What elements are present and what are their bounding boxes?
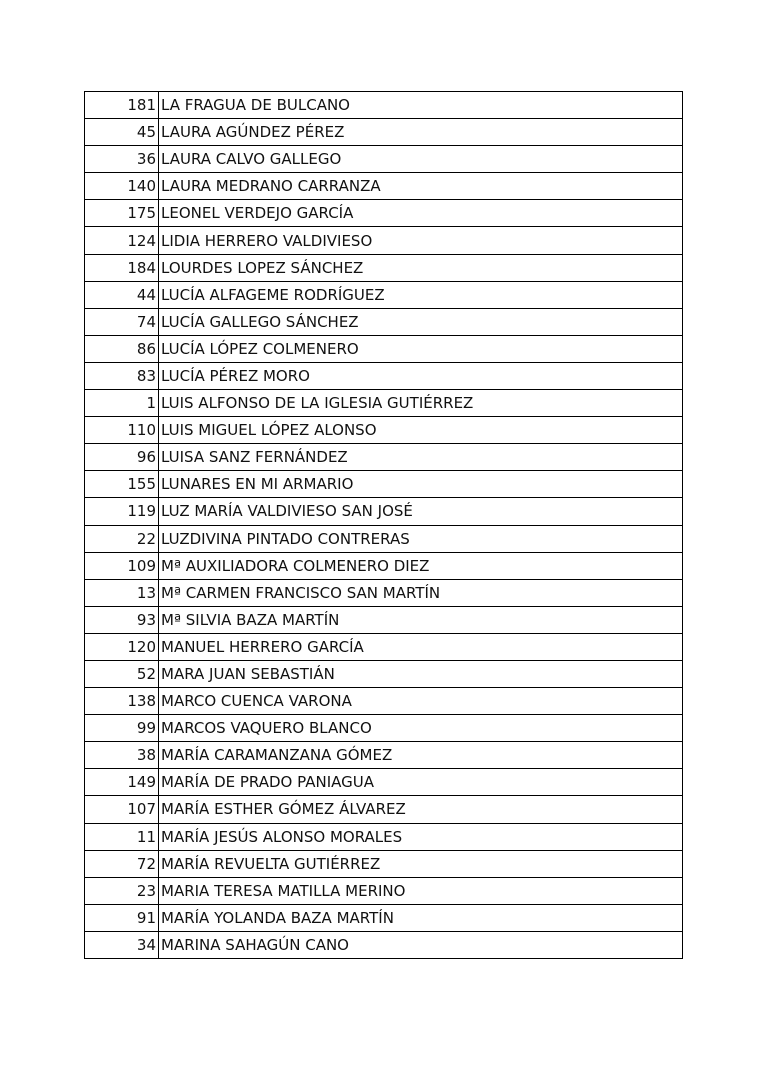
entry-number: 124 bbox=[85, 227, 159, 254]
table-row bbox=[85, 796, 683, 823]
entry-name: LAURA CALVO GALLEGO bbox=[159, 146, 683, 173]
entry-number: 22 bbox=[85, 525, 159, 552]
entry-number: 175 bbox=[85, 200, 159, 227]
entry-name: LIDIA HERRERO VALDIVIESO bbox=[159, 227, 683, 254]
entry-number: 99 bbox=[85, 715, 159, 742]
table-row bbox=[85, 877, 683, 904]
entry-number: 120 bbox=[85, 633, 159, 660]
entry-name: MARCOS VAQUERO BLANCO bbox=[159, 715, 683, 742]
entry-name: MARÍA ESTHER GÓMEZ ÁLVAREZ bbox=[159, 796, 683, 823]
entry-number: 36 bbox=[85, 146, 159, 173]
entry-number: 93 bbox=[85, 606, 159, 633]
table-row bbox=[85, 146, 683, 173]
entry-number: 86 bbox=[85, 335, 159, 362]
entry-name: LAURA AGÚNDEZ PÉREZ bbox=[159, 119, 683, 146]
entry-number: 107 bbox=[85, 796, 159, 823]
entry-name: LUCÍA GALLEGO SÁNCHEZ bbox=[159, 308, 683, 335]
entry-name: LUZ MARÍA VALDIVIESO SAN JOSÉ bbox=[159, 498, 683, 525]
entry-name: LOURDES LOPEZ SÁNCHEZ bbox=[159, 254, 683, 281]
entry-number: 140 bbox=[85, 173, 159, 200]
entry-number: 34 bbox=[85, 931, 159, 958]
table-body bbox=[85, 92, 683, 959]
entry-name: LUISA SANZ FERNÁNDEZ bbox=[159, 444, 683, 471]
table-row bbox=[85, 579, 683, 606]
entry-name: LUCÍA LÓPEZ COLMENERO bbox=[159, 335, 683, 362]
entry-name: MARÍA CARAMANZANA GÓMEZ bbox=[159, 742, 683, 769]
table-row bbox=[85, 850, 683, 877]
table-row bbox=[85, 362, 683, 389]
table-row bbox=[85, 471, 683, 498]
table-row bbox=[85, 444, 683, 471]
table-row bbox=[85, 119, 683, 146]
entry-name: MARINA SAHAGÚN CANO bbox=[159, 931, 683, 958]
table-row bbox=[85, 552, 683, 579]
table-row bbox=[85, 227, 683, 254]
table-row bbox=[85, 308, 683, 335]
table-row bbox=[85, 823, 683, 850]
table-row bbox=[85, 769, 683, 796]
table-row bbox=[85, 254, 683, 281]
entry-number: 83 bbox=[85, 362, 159, 389]
entry-name: LUIS MIGUEL LÓPEZ ALONSO bbox=[159, 417, 683, 444]
entry-name: LUNARES EN MI ARMARIO bbox=[159, 471, 683, 498]
table-row bbox=[85, 525, 683, 552]
entry-number: 52 bbox=[85, 660, 159, 687]
entry-number: 184 bbox=[85, 254, 159, 281]
table-row bbox=[85, 606, 683, 633]
table-row bbox=[85, 688, 683, 715]
entry-number: 38 bbox=[85, 742, 159, 769]
entry-number: 74 bbox=[85, 308, 159, 335]
entry-name: MARÍA REVUELTA GUTIÉRREZ bbox=[159, 850, 683, 877]
entry-number: 149 bbox=[85, 769, 159, 796]
entry-name: LUCÍA PÉREZ MORO bbox=[159, 362, 683, 389]
entry-number: 181 bbox=[85, 92, 159, 119]
entry-number: 45 bbox=[85, 119, 159, 146]
entry-number: 23 bbox=[85, 877, 159, 904]
entry-number: 11 bbox=[85, 823, 159, 850]
entry-name: Mª SILVIA BAZA MARTÍN bbox=[159, 606, 683, 633]
entry-name: MARÍA JESÚS ALONSO MORALES bbox=[159, 823, 683, 850]
table-row bbox=[85, 660, 683, 687]
entry-number: 1 bbox=[85, 390, 159, 417]
table-row bbox=[85, 931, 683, 958]
entry-number: 119 bbox=[85, 498, 159, 525]
table-row bbox=[85, 173, 683, 200]
entry-name: MARA JUAN SEBASTIÁN bbox=[159, 660, 683, 687]
table-row bbox=[85, 742, 683, 769]
table-row bbox=[85, 715, 683, 742]
entry-name: LUZDIVINA PINTADO CONTRERAS bbox=[159, 525, 683, 552]
entry-name: MARÍA DE PRADO PANIAGUA bbox=[159, 769, 683, 796]
table-row bbox=[85, 281, 683, 308]
entry-number: 44 bbox=[85, 281, 159, 308]
entry-name: LUIS ALFONSO DE LA IGLESIA GUTIÉRREZ bbox=[159, 390, 683, 417]
entry-number: 91 bbox=[85, 904, 159, 931]
entry-number: 13 bbox=[85, 579, 159, 606]
table-row bbox=[85, 92, 683, 119]
entry-number: 96 bbox=[85, 444, 159, 471]
entry-name: LEONEL VERDEJO GARCÍA bbox=[159, 200, 683, 227]
entry-number: 155 bbox=[85, 471, 159, 498]
entry-name: MANUEL HERRERO GARCÍA bbox=[159, 633, 683, 660]
table-row bbox=[85, 904, 683, 931]
entry-number: 72 bbox=[85, 850, 159, 877]
entry-number: 110 bbox=[85, 417, 159, 444]
entry-name: LUCÍA ALFAGEME RODRÍGUEZ bbox=[159, 281, 683, 308]
entry-number: 109 bbox=[85, 552, 159, 579]
entry-name: Mª CARMEN FRANCISCO SAN MARTÍN bbox=[159, 579, 683, 606]
participants-table bbox=[84, 91, 683, 959]
entry-name: Mª AUXILIADORA COLMENERO DIEZ bbox=[159, 552, 683, 579]
entry-name: LAURA MEDRANO CARRANZA bbox=[159, 173, 683, 200]
table-row bbox=[85, 390, 683, 417]
entry-name: MARÍA YOLANDA BAZA MARTÍN bbox=[159, 904, 683, 931]
table-row bbox=[85, 633, 683, 660]
table-row bbox=[85, 498, 683, 525]
table-row bbox=[85, 417, 683, 444]
entry-name: LA FRAGUA DE BULCANO bbox=[159, 92, 683, 119]
table-row bbox=[85, 200, 683, 227]
entry-name: MARIA TERESA MATILLA MERINO bbox=[159, 877, 683, 904]
entry-number: 138 bbox=[85, 688, 159, 715]
entry-name: MARCO CUENCA VARONA bbox=[159, 688, 683, 715]
table-row bbox=[85, 335, 683, 362]
